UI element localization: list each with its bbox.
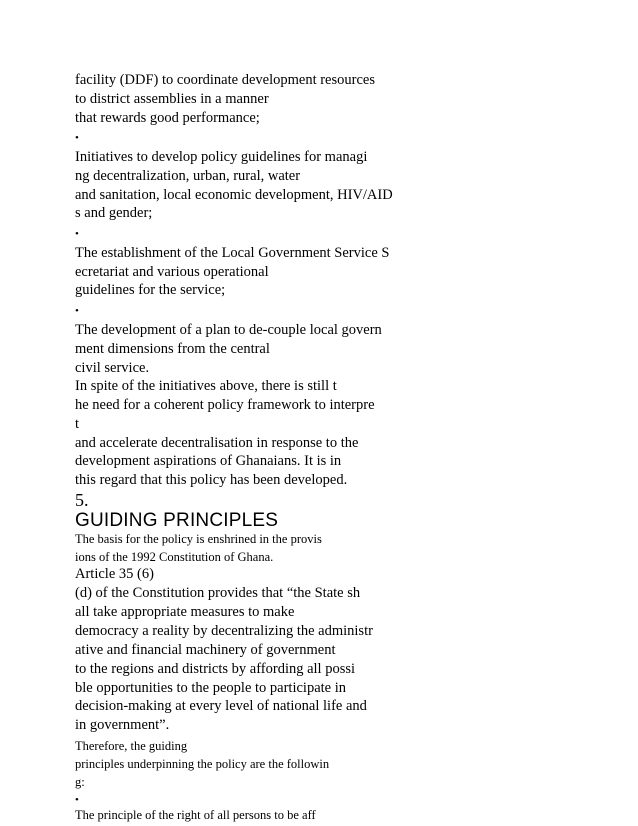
text-line: democracy a reality by decentralizing the administr xyxy=(75,623,373,639)
text-line: to the regions and districts by affording all possi xyxy=(75,661,356,677)
text-line: s and gender; xyxy=(75,205,153,221)
text-line: this regard that this policy has been developed. xyxy=(75,472,348,488)
bullet-marker: • xyxy=(75,794,79,806)
text-line: The basis for the policy is enshrined in the provis xyxy=(75,532,322,546)
text-line: he need for a coherent policy framework to interpre xyxy=(75,397,375,413)
text-line: ment dimensions from the central xyxy=(75,341,270,357)
text-line: The principle of the right of all persons to be aff xyxy=(75,808,316,822)
text-line: t xyxy=(75,416,80,432)
text-line: civil service. xyxy=(75,360,150,376)
text-line: ative and financial machinery of government xyxy=(75,642,336,658)
text-line: (d) of the Constitution provides that “the State sh xyxy=(75,585,361,601)
text-line: development aspirations of Ghanaians. It is in xyxy=(75,453,342,469)
text-line: g: xyxy=(75,775,85,789)
text-line: ble opportunities to the people to participate in xyxy=(75,680,346,696)
text-line: all take appropriate measures to make xyxy=(75,604,295,620)
text-line: that rewards good performance; xyxy=(75,110,260,126)
text-line: In spite of the initiatives above, there is still t xyxy=(75,378,337,394)
text-line: The establishment of the Local Government Service S xyxy=(75,245,390,261)
text-line: to district assemblies in a manner xyxy=(75,91,269,107)
text-line: Therefore, the guiding xyxy=(75,739,188,753)
text-line: and accelerate decentralisation in response to the xyxy=(75,435,359,451)
bullet-marker: • xyxy=(75,132,79,144)
bullet-marker: • xyxy=(75,305,79,317)
text-line: Article 35 (6) xyxy=(75,566,154,582)
bullet-marker: • xyxy=(75,228,79,240)
section-heading: GUIDING PRINCIPLES xyxy=(75,510,279,531)
text-line: in government”. xyxy=(75,717,170,733)
text-line: and sanitation, local economic development, HIV/AID xyxy=(75,187,393,203)
text-line: facility (DDF) to coordinate development resources xyxy=(75,72,375,88)
section-number: 5. xyxy=(75,490,89,510)
text-line: guidelines for the service; xyxy=(75,282,226,298)
text-line: Initiatives to develop policy guidelines for managi xyxy=(75,149,368,165)
text-line: decision-making at every level of national life and xyxy=(75,698,367,714)
text-line: ng decentralization, urban, rural, water xyxy=(75,168,301,184)
text-line: The development of a plan to de-couple local govern xyxy=(75,322,382,338)
text-line: ions of the 1992 Constitution of Ghana. xyxy=(75,550,274,564)
text-line: ecretariat and various operational xyxy=(75,264,269,280)
text-line: principles underpinning the policy are the followin xyxy=(75,757,330,771)
